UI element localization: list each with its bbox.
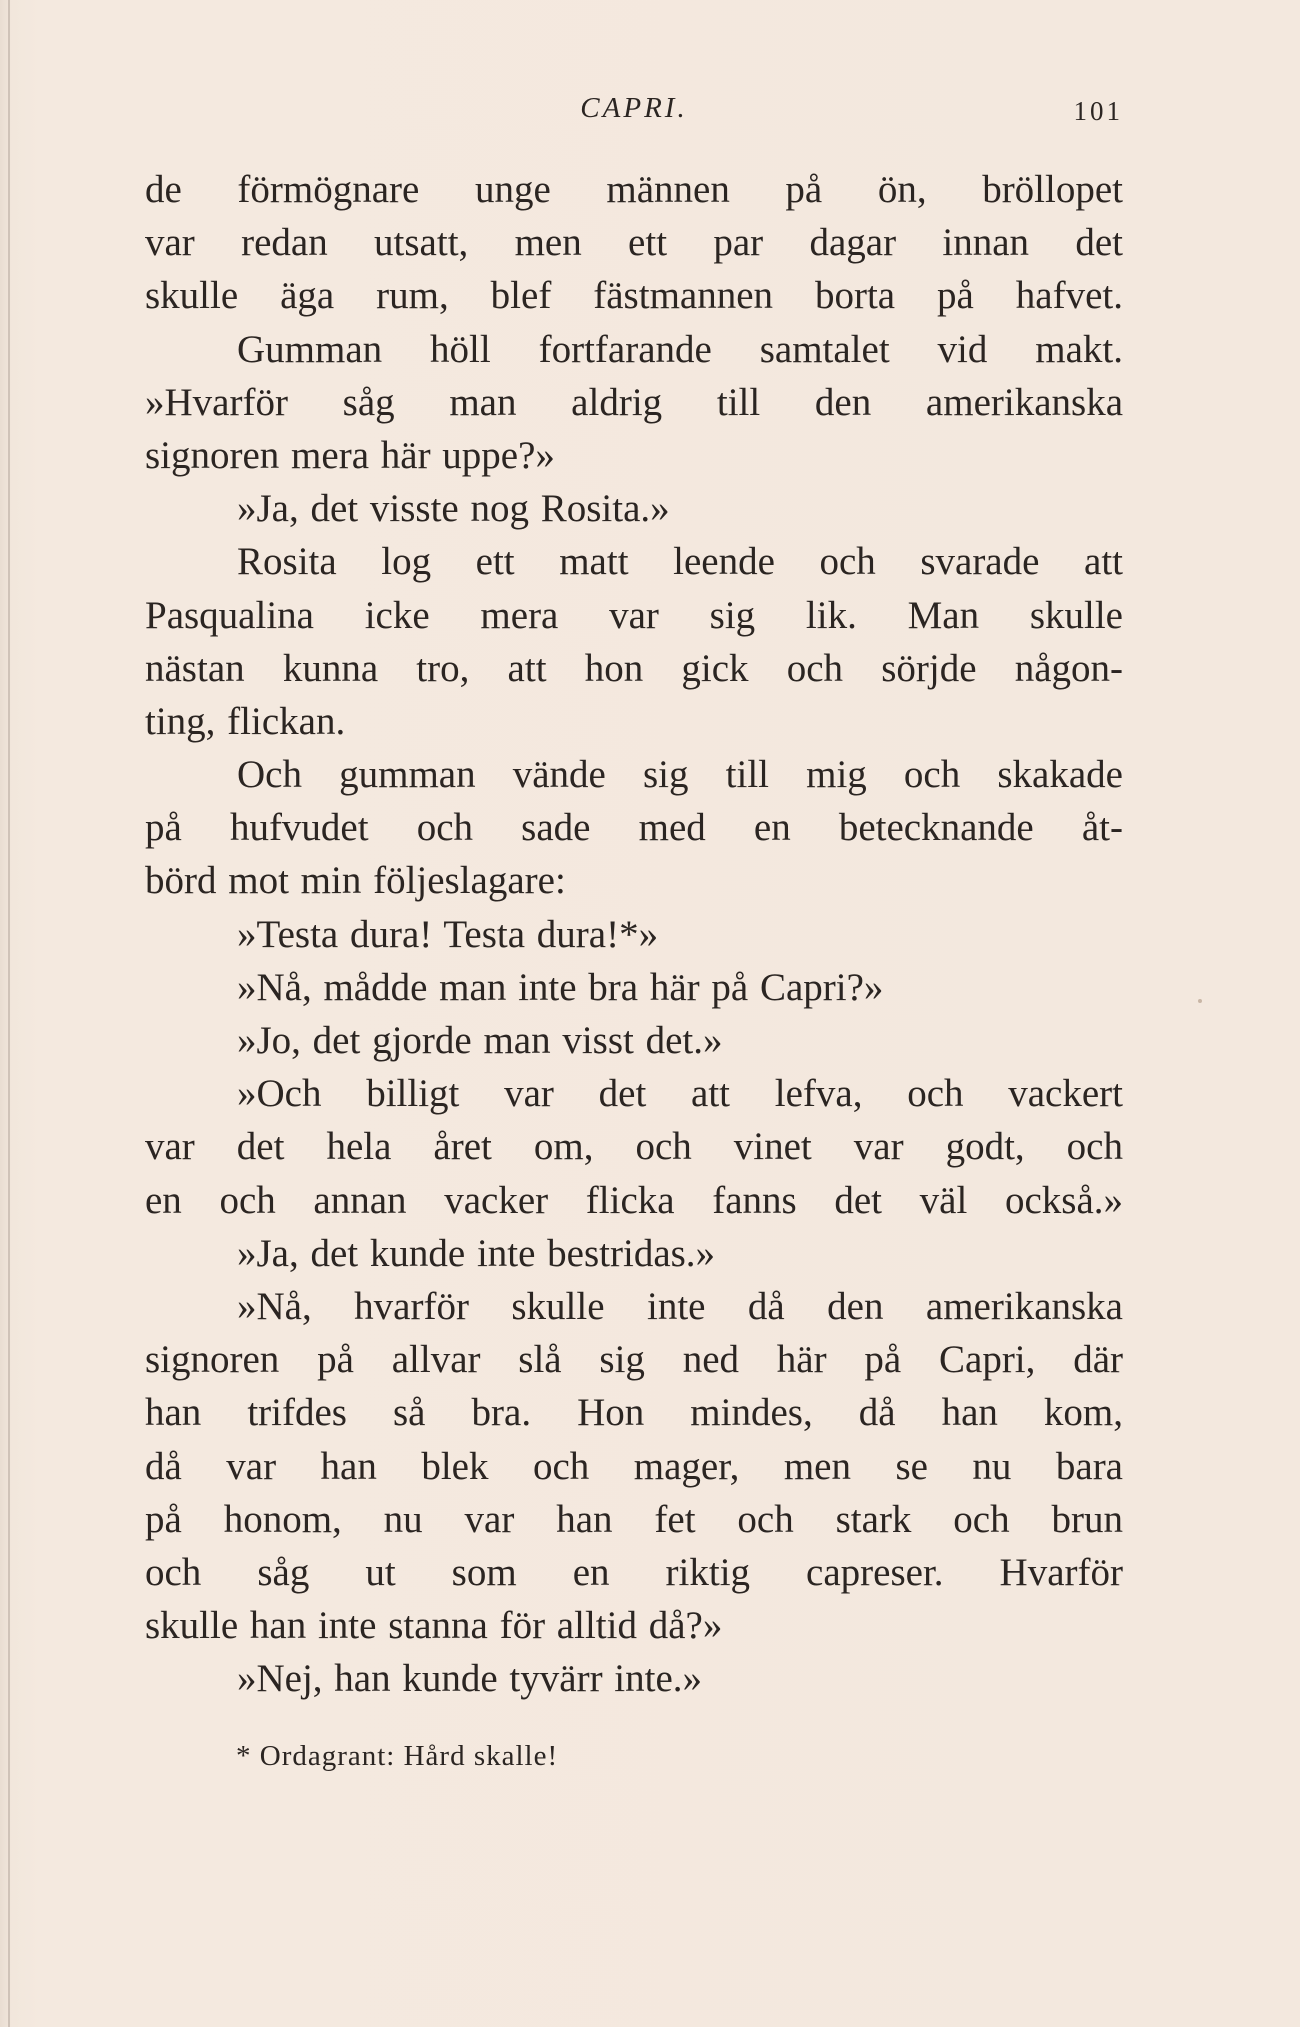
text-line: »Jo, det gjorde man visst det.» [237,1019,723,1062]
text-line: »Nå, hvarför skulle inte då den amerikanska [237,1284,1123,1328]
text-line: han trifdes så bra. Hon mindes, då han kom, [145,1391,1123,1435]
text-line: var det hela året om, och vinet var godt, och [145,1125,1123,1169]
text-line: »Nå, mådde man inte bra här på Capri?» [237,965,884,1009]
text-line: signoren på allvar slå sig ned här på Capri, där [145,1338,1123,1382]
text-line: skulle äga rum, blef fästmannen borta på hafvet. [145,274,1123,318]
text-line: en och annan vacker flicka fanns det väl också.» [145,1178,1123,1222]
text-line: på hufvudet och sade med en betecknande åt- [145,806,1123,850]
text-line: på honom, nu var han fet och stark och brun [145,1497,1123,1541]
text-line: var redan utsatt, men ett par dagar innan det [145,221,1123,265]
text-line: Och gumman vände sig till mig och skakade [237,753,1123,797]
page-number: 101 [1073,96,1123,126]
paper-speck [1198,999,1202,1003]
text-line: »Ja, det kunde inte bestridas.» [237,1231,716,1275]
text-line: Pasqualina icke mera var sig lik. Man skulle [145,593,1123,637]
body-text [145,163,1123,1705]
text-line: nästan kunna tro, att hon gick och sörjde någon- [145,646,1123,690]
text-line: »Nej, han kunde tyvärr inte.» [237,1657,703,1701]
footnote: * Ordagrant: Hård skalle! [236,1740,559,1772]
text-line: de förmögnare unge männen på ön, bröllopet [145,168,1123,211]
text-line: skulle han inte stanna för alltid då?» [145,1604,723,1648]
running-head: CAPRI. [580,92,688,124]
text-line: »Och billigt var det att lefva, och vackert [237,1072,1123,1116]
text-line: och såg ut som en riktig capreser. Hvarför [145,1550,1123,1594]
text-line: »Hvarför såg man aldrig till den amerikanska [145,380,1123,424]
text-line: börd mot min följeslagare: [145,859,566,903]
text-line: Rosita log ett matt leende och svarade att [237,540,1123,584]
text-line: då var han blek och mager, men se nu bara [145,1444,1123,1488]
text-line: »Testa dura! Testa dura!*» [237,912,659,956]
page-header [145,92,1123,132]
text-line: Gumman höll fortfarande samtalet vid makt. [237,327,1123,371]
text-line: signoren mera här uppe?» [145,433,555,477]
text-line: ting, flickan. [145,699,346,743]
text-line: »Ja, det visste nog Rosita.» [237,487,670,531]
binding-edge [8,0,10,2027]
